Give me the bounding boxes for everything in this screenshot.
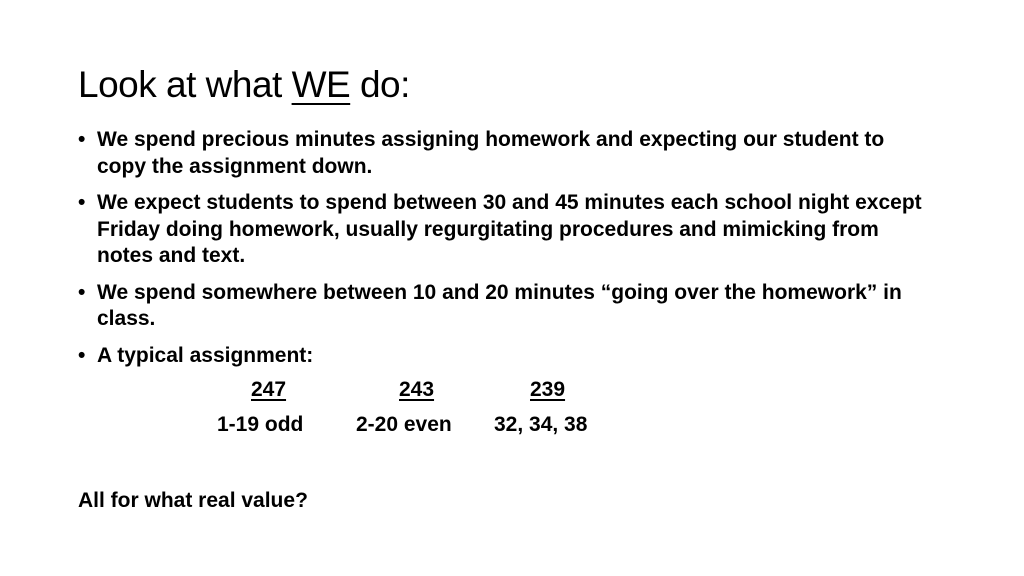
assignment-problems-247: 1-19 odd [217, 413, 304, 436]
bullet-text: We spend precious minutes assigning homework and expecting our student to copy the assignment down. [97, 128, 885, 178]
assignment-page-243: 243 [399, 378, 435, 401]
bullet-list [78, 127, 938, 379]
bullet-item [78, 280, 938, 333]
slide-title [78, 62, 410, 108]
bullet-dot: • [78, 343, 86, 367]
bullet-item [78, 343, 938, 370]
title-suffix: do: [350, 64, 410, 105]
title-emphasis: WE [291, 64, 351, 105]
bullet-dot: • [78, 128, 86, 151]
bullet-item [78, 127, 938, 180]
title-prefix: Look at what [78, 64, 292, 105]
bullet-dot: • [78, 191, 86, 214]
assignment-page-247: 247 [251, 378, 287, 401]
bullet-text: We spend somewhere between 10 and 20 minutes “going over the homework” in class. [97, 280, 902, 330]
bullet-text: We expect students to spend between 30 and 45 minutes each school night except Friday doing homework, usually regurgitating procedures and mimicking from notes and text. [97, 191, 922, 267]
bullet-text: A typical assignment: [97, 343, 314, 367]
assignment-page-239: 239 [530, 378, 566, 401]
assignment-problems-239: 32, 34, 38 [494, 413, 588, 436]
assignment-problems-243: 2-20 even [356, 413, 452, 436]
closing-question: All for what real value? [78, 489, 308, 512]
bullet-dot: • [78, 280, 86, 304]
bullet-item [78, 190, 938, 270]
